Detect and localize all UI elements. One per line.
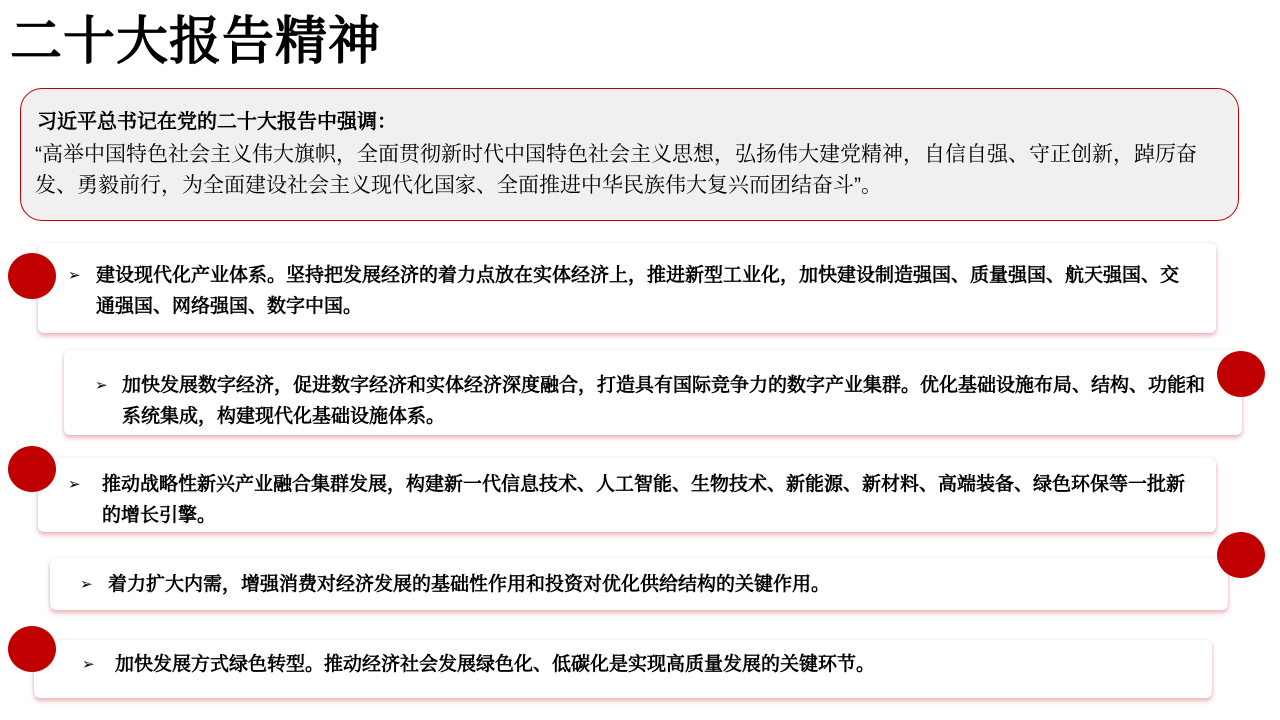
red-dot-icon xyxy=(1217,351,1265,397)
point-text: 推动战略性新兴产业融合集群发展，构建新一代信息技术、人工智能、生物技术、新能源、新材料、高端装备、绿色环保等一批新的增长引擎。 xyxy=(102,474,1186,526)
point-text: 建设现代化产业体系。坚持把发展经济的着力点放在实体经济上，推进新型工业化，加快建设制造强国、质量强国、航天强国、交通强国、网络强国、数字中国。 xyxy=(96,265,1180,317)
arrow-bullet-icon: ➢ xyxy=(95,377,108,394)
quote-box xyxy=(20,88,1239,221)
red-dot-icon xyxy=(8,446,56,492)
point-text: 加快发展方式绿色转型。推动经济社会发展绿色化、低碳化是实现高质量发展的关键环节。 xyxy=(115,654,876,675)
arrow-bullet-icon: ➢ xyxy=(68,267,81,284)
red-dot-icon xyxy=(8,626,56,672)
red-dot-icon xyxy=(1217,532,1265,578)
arrow-bullet-icon: ➢ xyxy=(82,656,95,673)
point-text: 加快发展数字经济，促进数字经济和实体经济深度融合，打造具有国际竞争力的数字产业集群。优化基础设施布局、结构、功能和系统集成，构建现代化基础设施体系。 xyxy=(122,375,1206,427)
quote-body: “高举中国特色社会主义伟大旗帜，全面贯彻新时代中国特色社会主义思想，弘扬伟大建党精神，自信自强、守正创新，踔厉奋发、勇毅前行，为全面建设社会主义现代化国家、全面推进中华民族伟大复兴而团结奋斗”。 xyxy=(35,143,1197,197)
arrow-bullet-icon: ➢ xyxy=(68,476,81,493)
red-dot-icon xyxy=(8,253,56,299)
arrow-bullet-icon: ➢ xyxy=(80,576,93,593)
quote-heading: 习近平总书记在党的二十大报告中强调： xyxy=(37,111,397,133)
point-text: 着力扩大内需，增强消费对经济发展的基础性作用和投资对优化供给结构的关键作用。 xyxy=(108,574,831,595)
slide-title: 二十大报告精神 xyxy=(10,13,382,71)
